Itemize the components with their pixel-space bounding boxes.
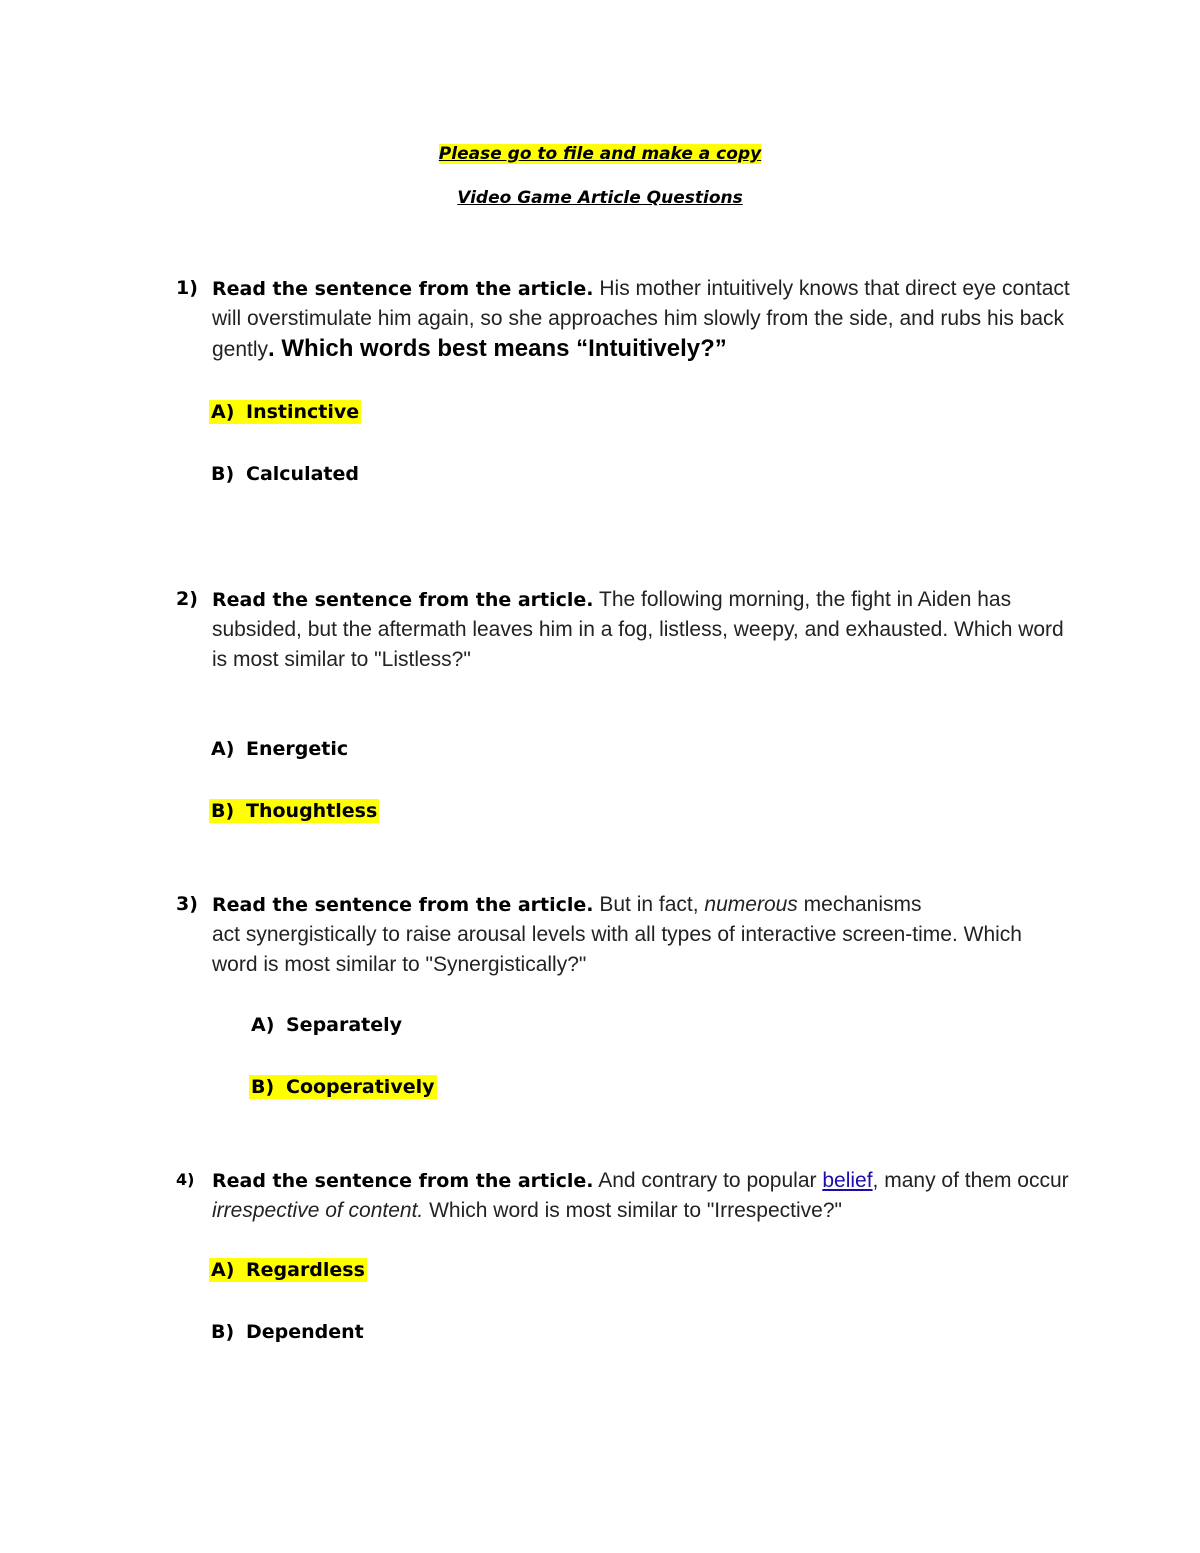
question-number: 1) [176, 277, 198, 299]
question-lead: Read the sentence from the article. [212, 589, 594, 611]
q3-option-b[interactable]: B) Cooperatively [251, 1076, 435, 1098]
question-passage: His mother intuitively knows that direct eye contact will overstimulate him again, so she approaches him slowly from the side, and rubs his back gently [212, 277, 1070, 361]
italic-term: irrespective of content. [212, 1199, 424, 1222]
instruction-text: Please go to file and make a copy [438, 144, 762, 164]
belief-link[interactable]: belief [822, 1169, 873, 1192]
question-number: 4) [176, 1170, 195, 1189]
document-title-line [0, 188, 1200, 208]
question-lead: Read the sentence from the article. [212, 894, 594, 916]
question-prompt: Which words best means “Intuitively?” [274, 335, 727, 362]
q3-option-a[interactable]: A) Separately [251, 1014, 403, 1036]
q4-option-b[interactable]: B) Dependent [211, 1321, 364, 1343]
question-number: 2) [176, 588, 198, 610]
question-passage: The following morning, the fight in Aiden has subsided, but the aftermath leaves him in a fog, listless, weepy, and exhausted. Which word is most similar to "Listless?" [212, 588, 1064, 671]
q4-option-a[interactable]: A) Regardless [211, 1259, 365, 1281]
q2-option-b[interactable]: B) Thoughtless [211, 800, 378, 822]
italic-term: numerous [704, 893, 798, 916]
instruction-line [0, 144, 1200, 164]
document-title: Video Game Article Questions [457, 188, 743, 208]
q1-option-a[interactable]: A) Instinctive [211, 401, 360, 423]
q1-option-b[interactable]: B) Calculated [211, 463, 359, 485]
q2-option-a[interactable]: A) Energetic [211, 738, 349, 760]
question-text: Read the sentence from the article. His mother intuitively knows that direct eye contact will overstimulate him again, so she approaches him slowly from the side, and rubs his back gently. Which words best means “Intuitively?” [212, 277, 1070, 362]
question-lead: Read the sentence from the article. [212, 1170, 594, 1192]
question-number: 3) [176, 893, 198, 915]
question-text: Read the sentence from the article. But in fact, numerous mechanisms act synergistically to raise arousal levels with all types of interactive screen-time. Which word is most similar to "Synergistically?" [212, 893, 1022, 976]
question-text: Read the sentence from the article. And contrary to popular belief, many of them occur irrespective of content. Which word is most similar to "Irrespective?" [212, 1169, 1069, 1222]
question-text [212, 585, 1072, 675]
question-lead: Read the sentence from the article. [212, 278, 594, 300]
